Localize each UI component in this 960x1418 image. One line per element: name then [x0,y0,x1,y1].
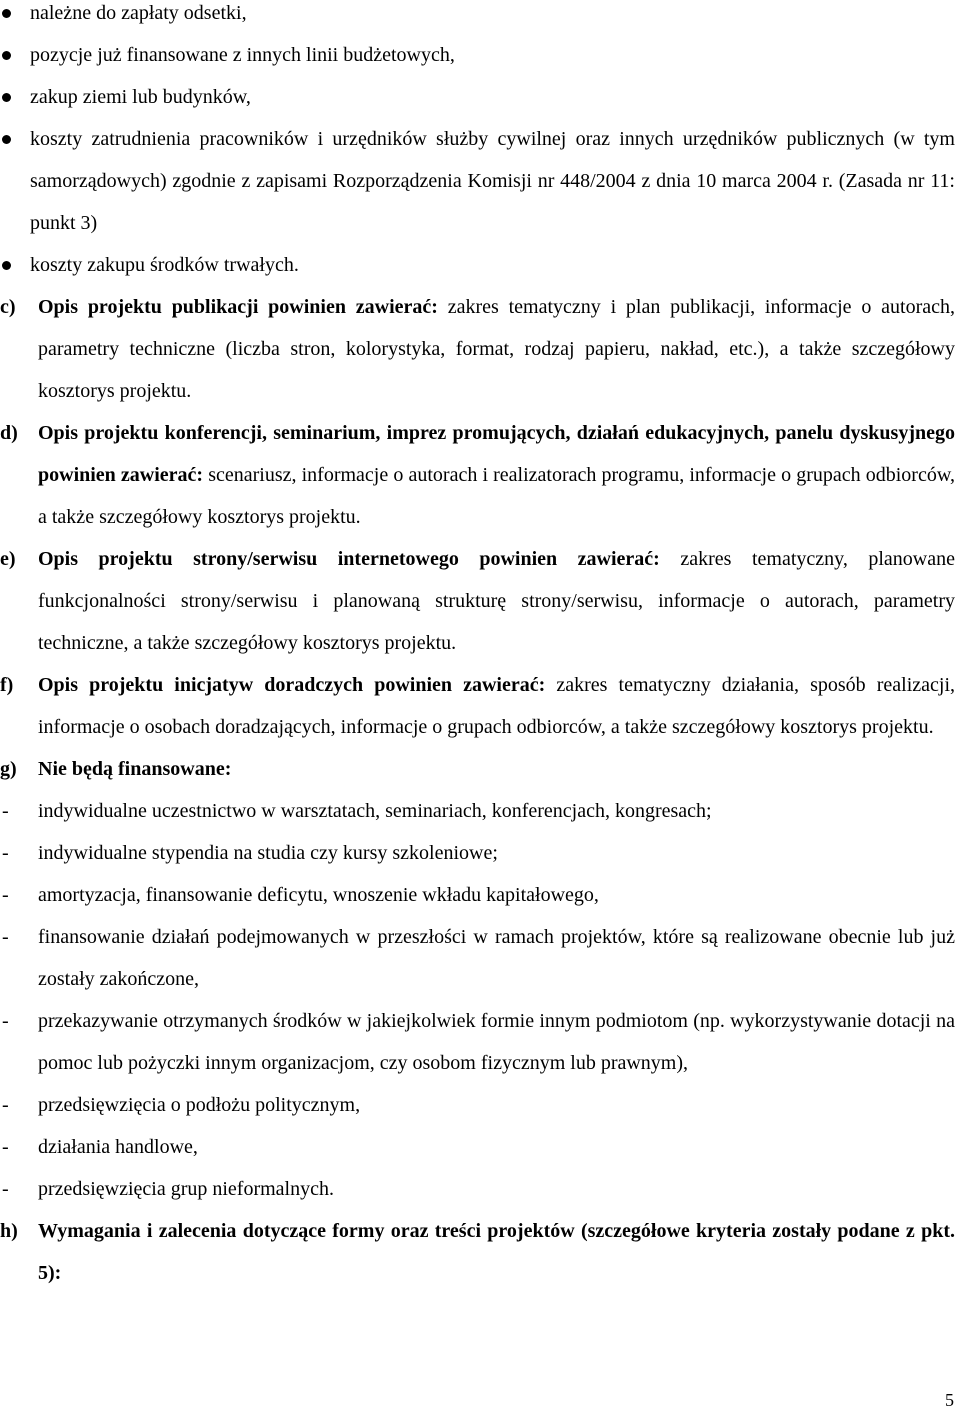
section-heading: Nie będą finansowane: [38,758,232,780]
section-heading: Wymagania i zalecenia dotyczące formy oraz treści projektów (szczegółowe kryteria zostały podane z pkt. 5): [38,1220,955,1284]
section-c [0,286,960,412]
dash-item: - działania handlowe, [0,1126,960,1168]
not-financed-list [0,790,960,1210]
dash-item: - indywidualne uczestnictwo w warsztatach, seminariach, konferencjach, kongresach; [0,790,960,832]
section-letter: g) [0,758,17,780]
section-d [0,412,960,538]
dash-item: - przedsięwzięcia o podłożu politycznym, [0,1084,960,1126]
section-text: zakres tematyczny i plan publikacji, informacje o autorach, parametry techniczne (liczba stron, kolorystyka, format, rodzaj papieru, nakład, etc.), a także szczegółowy kosztorys projektu. [38,296,955,402]
section-heading: Opis projektu konferencji, seminarium, imprez promujących, działań edukacyjnych, panelu dyskusyjnego powinien zawierać: [38,422,955,486]
section-text: zakres tematyczny, planowane funkcjonalności strony/serwisu i planowaną strukturę strony/serwisu, informacje o autorach, parametry techniczne, a także szczegółowy kosztorys projektu. [38,548,955,654]
page-number: 5 [945,1390,954,1410]
section-h [0,1210,960,1294]
section-e [0,538,960,664]
bullet-item: zakup ziemi lub budynków, [0,76,960,118]
section-f [0,664,960,748]
section-letter: d) [0,422,18,444]
section-letter: h) [0,1220,18,1242]
dash-item: - amortyzacja, finansowanie deficytu, wnoszenie wkładu kapitałowego, [0,874,960,916]
section-heading: Opis projektu inicjatyw doradczych powinien zawierać: [38,674,546,696]
bullet-item: należne do zapłaty odsetki, [0,0,960,34]
dash-item: - finansowanie działań podejmowanych w przeszłości w ramach projektów, które są realizowane obecnie lub już zostały zakończone, [0,916,960,1000]
section-g [0,748,960,790]
section-text: scenariusz, informacje o autorach i realizatorach programu, informacje o grupach odbiorców, a także szczegółowy kosztorys projektu. [38,464,955,528]
section-letter: c) [0,296,16,318]
bullet-item: koszty zakupu środków trwałych. [0,244,960,286]
section-letter: f) [0,674,14,696]
cost-bullet-list [0,0,960,286]
dash-item: - przekazywanie otrzymanych środków w jakiejkolwiek formie innym podmiotom (np. wykorzystywanie dotacji na pomoc lub pożyczki innym organizacjom, czy osobom fizycznym lub prawnym), [0,1000,960,1084]
bullet-item: koszty zatrudnienia pracowników i urzędników służby cywilnej oraz innych urzędników publicznych (w tym samorządowych) zgodnie z zapisami Rozporządzenia Komisji nr 448/2004 z dnia 10 marca 2004 r. (Zasada nr 11: punkt 3) [0,118,960,244]
bullet-item: pozycje już finansowane z innych linii budżetowych, [0,34,960,76]
section-text: zakres tematyczny działania, sposób realizacji, informacje o osobach doradzających, informacje o grupach odbiorców, a także szczegółowy kosztorys projektu. [38,674,955,738]
section-heading: Opis projektu publikacji powinien zawierać: [38,296,438,318]
section-letter: e) [0,548,16,570]
dash-item: - przedsięwzięcia grup nieformalnych. [0,1168,960,1210]
dash-item: - indywidualne stypendia na studia czy kursy szkoleniowe; [0,832,960,874]
section-heading: Opis projektu strony/serwisu internetowego powinien zawierać: [38,548,660,570]
